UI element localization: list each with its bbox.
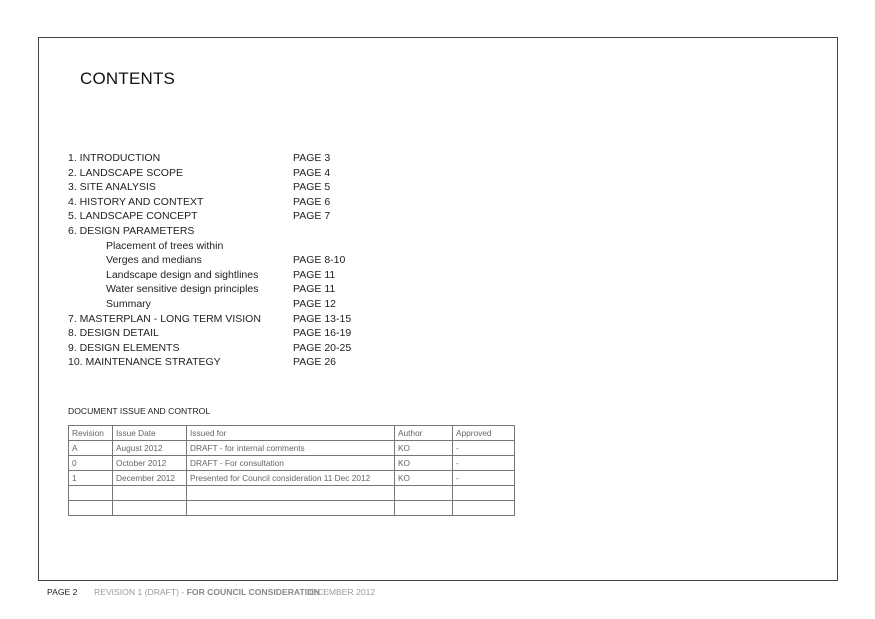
table-cell — [187, 501, 395, 516]
document-control-table — [68, 425, 515, 516]
column-header: Issue Date — [113, 426, 187, 441]
table-cell: December 2012 — [113, 471, 187, 486]
toc-entry-page: PAGE 6 — [293, 195, 331, 208]
toc-entry-label: 10. MAINTENANCE STRATEGY — [68, 356, 221, 369]
toc-entry — [68, 355, 388, 370]
table-cell: DRAFT - For consultation — [187, 456, 395, 471]
toc-entry — [68, 297, 388, 312]
footer-revision-prefix: REVISION 1 (DRAFT) - — [94, 587, 187, 597]
toc-entry — [68, 239, 388, 254]
toc-entry — [68, 209, 388, 224]
table-cell — [187, 486, 395, 501]
table-row — [69, 501, 515, 516]
table-cell: - — [453, 441, 515, 456]
toc-entry — [68, 180, 388, 195]
table-cell: KO — [395, 441, 453, 456]
toc-entry-page: PAGE 16-19 — [293, 327, 352, 340]
toc-entry — [68, 253, 388, 268]
table-cell: 0 — [69, 456, 113, 471]
toc-entry-label: Verges and medians — [106, 254, 202, 267]
toc-entry-page: PAGE 5 — [293, 181, 331, 194]
table-cell — [453, 501, 515, 516]
table-cell: Presented for Council consideration 11 Dec 2012 — [187, 471, 395, 486]
table-row — [69, 456, 515, 471]
footer-page-number: PAGE 2 — [47, 587, 78, 597]
toc-entry — [68, 341, 388, 356]
toc-entry-page: PAGE 12 — [293, 297, 336, 310]
toc-entry-label: 6. DESIGN PARAMETERS — [68, 224, 195, 237]
table-cell: KO — [395, 456, 453, 471]
toc-entry — [68, 151, 388, 166]
table-cell: - — [453, 471, 515, 486]
table-of-contents — [68, 151, 388, 370]
document-control-heading: DOCUMENT ISSUE AND CONTROL — [68, 406, 211, 416]
table-cell — [113, 501, 187, 516]
toc-entry — [68, 224, 388, 239]
toc-entry-label: 7. MASTERPLAN - LONG TERM VISION — [68, 312, 261, 325]
footer-revision — [94, 587, 320, 597]
footer-revision-status: FOR COUNCIL CONSIDERATION — [186, 587, 321, 597]
toc-entry-page: PAGE 11 — [293, 268, 336, 281]
table-cell: DRAFT - for internal comments — [187, 441, 395, 456]
toc-entry-label: Landscape design and sightlines — [106, 268, 259, 281]
table-row — [69, 471, 515, 486]
toc-entry-label: 5. LANDSCAPE CONCEPT — [68, 210, 198, 223]
table-header-row — [69, 426, 515, 441]
toc-entry-label: Summary — [106, 297, 151, 310]
toc-entry — [68, 282, 388, 297]
toc-entry-label: Water sensitive design principles — [106, 283, 259, 296]
table-cell: - — [453, 456, 515, 471]
toc-entry — [68, 166, 388, 181]
table-cell: 1 — [69, 471, 113, 486]
table-cell — [113, 486, 187, 501]
table-cell — [69, 501, 113, 516]
table-cell — [395, 486, 453, 501]
toc-entry-page: PAGE 3 — [293, 152, 331, 164]
column-header: Author — [395, 426, 453, 441]
toc-entry — [68, 312, 388, 327]
toc-entry-page: PAGE 7 — [293, 210, 331, 223]
toc-entry-label: 4. HISTORY AND CONTEXT — [68, 195, 204, 208]
table-cell: August 2012 — [113, 441, 187, 456]
table-cell — [453, 486, 515, 501]
table-cell: October 2012 — [113, 456, 187, 471]
toc-entry-label: Placement of trees within — [106, 239, 224, 252]
column-header: Approved — [453, 426, 515, 441]
toc-entry-label: 2. LANDSCAPE SCOPE — [68, 166, 183, 179]
toc-entry — [68, 268, 388, 283]
toc-entry-page: PAGE 8-10 — [293, 254, 346, 267]
table-cell — [69, 486, 113, 501]
toc-entry — [68, 195, 388, 210]
column-header: Revision — [69, 426, 113, 441]
table-row — [69, 486, 515, 501]
toc-entry-label: 3. SITE ANALYSIS — [68, 181, 156, 194]
table-row — [69, 441, 515, 456]
toc-entry-page: PAGE 13-15 — [293, 312, 352, 325]
page-title: CONTENTS — [80, 69, 176, 88]
column-header: Issued for — [187, 426, 395, 441]
footer-date: DECEMBER 2012 — [305, 587, 376, 597]
toc-entry-page: PAGE 20-25 — [293, 341, 352, 354]
toc-entry — [68, 326, 388, 341]
table-cell: KO — [395, 471, 453, 486]
toc-entry-page: PAGE 26 — [293, 356, 336, 369]
toc-entry-label: 1. INTRODUCTION — [68, 152, 161, 164]
toc-entry-page: PAGE 11 — [293, 283, 336, 296]
table-cell: A — [69, 441, 113, 456]
table-cell — [395, 501, 453, 516]
toc-entry-page: PAGE 4 — [293, 166, 331, 179]
toc-entry-label: 9. DESIGN ELEMENTS — [68, 341, 180, 354]
toc-entry-label: 8. DESIGN DETAIL — [68, 327, 159, 340]
